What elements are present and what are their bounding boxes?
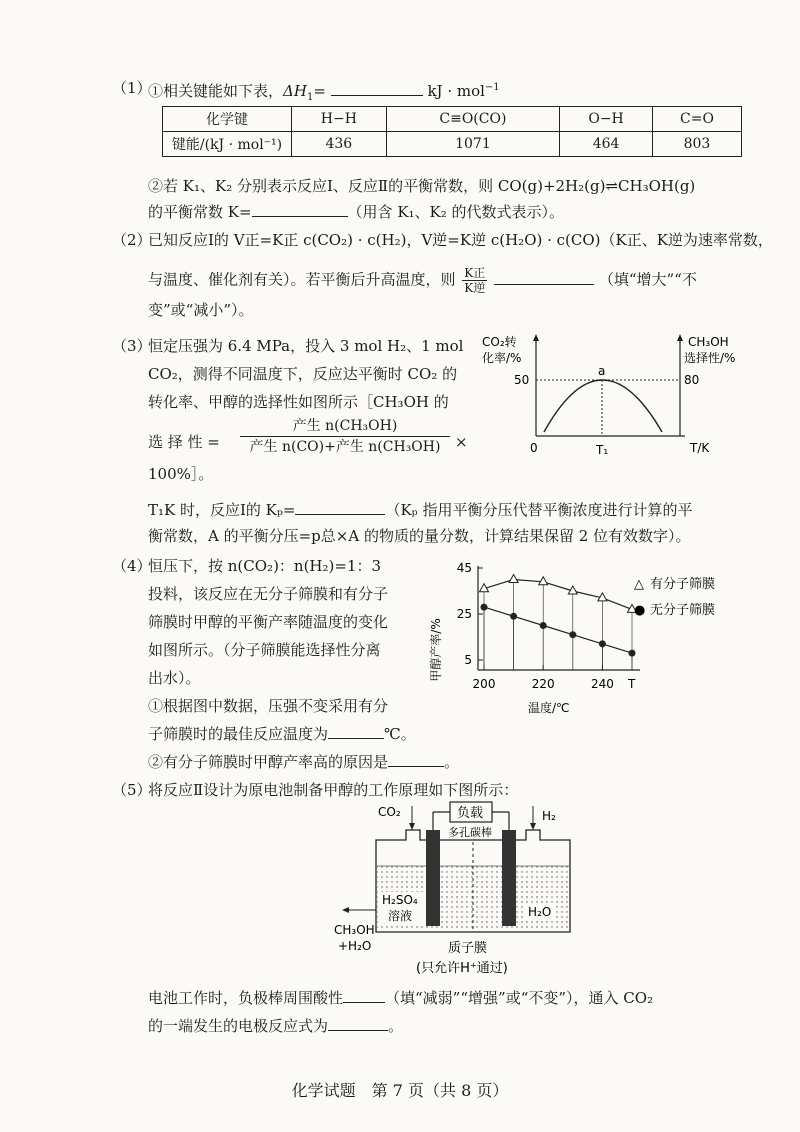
- q3-line-1: 恒定压强为 6.4 MPa，投入 3 mol H₂、1 mol: [148, 337, 464, 355]
- outlet-label-1: CH₃OH: [334, 923, 375, 937]
- q3-kp-a: T₁K 时，反应Ⅰ的 Kₚ=: [148, 501, 296, 519]
- chart3-tick-80: 80: [684, 373, 700, 387]
- q1-line3: [148, 202, 564, 222]
- q5-line2-a: 电池工作时，负极棒周围酸性: [148, 989, 344, 1007]
- chart3-t1: T₁: [596, 443, 609, 457]
- bond-energy-table: [162, 106, 742, 157]
- q5-line3-b: 。: [388, 1017, 404, 1035]
- q1-unit-sup: −1: [484, 82, 500, 93]
- h2-arrow-head: [530, 823, 536, 830]
- q4-line-4: 如图所示。（分子筛膜能选择性分离: [148, 641, 381, 659]
- x-tick-label: 240: [590, 677, 614, 691]
- left-carbon-rod: [426, 830, 440, 926]
- q1-unit: kJ · mol: [427, 82, 485, 100]
- methanol-yield-chart: [418, 560, 758, 720]
- chart4-x-end-label: T: [628, 677, 636, 691]
- q3-line-pct: 100%］。: [148, 465, 214, 483]
- data-point-dot: [540, 622, 547, 629]
- chart4-legend-label-2: 无分子筛膜: [650, 603, 716, 618]
- table-cell: 1071: [386, 132, 559, 157]
- q5-line2-b: （填“减弱”“增强”或“不变”），通入 CO₂: [385, 989, 654, 1007]
- q4-line-7: [148, 724, 416, 744]
- q2-frac-num: K正: [464, 266, 486, 280]
- q3-kp-blank[interactable]: [295, 500, 385, 515]
- q1-label: （1）: [112, 79, 152, 97]
- q4-line7-text: 子筛膜时的最佳反应温度为: [148, 725, 329, 743]
- data-point-dot: [569, 631, 576, 638]
- table-row-label: 键能/(kJ · mol⁻¹): [163, 132, 292, 157]
- q2-line2-b: （填“增大”“不: [598, 270, 697, 289]
- q1-eq: =: [313, 82, 326, 100]
- q5-acidity-blank[interactable]: [343, 988, 385, 1003]
- q5-line3-a: 的一端发生的电极反应式为: [148, 1017, 329, 1035]
- q1-k-blank[interactable]: [252, 202, 348, 217]
- q3-line-3: 转化率、甲醇的选择性如图所示［CH₃OH 的: [148, 393, 449, 411]
- table-header-cell: H−H: [292, 107, 387, 132]
- chart4-ticks: [457, 561, 614, 691]
- q1-answer-blank[interactable]: [331, 81, 423, 96]
- q3-selectivity-label: 选 择 性 =: [148, 433, 220, 451]
- membrane-note: (只允许H⁺通过): [416, 961, 508, 976]
- series-line-1: [484, 580, 632, 610]
- q2-fraction: [462, 266, 487, 295]
- table-header-cell: O−H: [560, 107, 653, 132]
- data-point-triangle: [509, 575, 518, 583]
- q4-line-3: 筛膜时甲醇的平衡产率随温度的变化: [148, 613, 389, 631]
- q3-kp-line: [148, 500, 692, 520]
- q1-line3-a: 的平衡常数 K=: [148, 203, 252, 221]
- data-point-dot: [510, 613, 517, 620]
- h2o-label: H₂O: [528, 905, 552, 919]
- q4-reason-a: ②有分子筛膜时甲醇产率高的原因是: [148, 753, 389, 771]
- q4-temp-unit: ℃。: [384, 725, 416, 743]
- table-header-cell: 化学键: [163, 107, 292, 132]
- chart4-y-label: 甲醇产率/%: [429, 618, 443, 682]
- q1-line3-b: （用含 K₁、K₂ 的代数式表示）。: [347, 203, 565, 221]
- load-label: 负载: [457, 806, 484, 821]
- x-tick-label: 220: [531, 677, 555, 691]
- y-tick-label: 45: [456, 561, 472, 575]
- q3-sel-den: 产生 n(CO)+产生 n(CH₃OH): [249, 439, 441, 455]
- rod-label: 多孔碳棒: [448, 826, 492, 839]
- q2-line3: 变”或“减小”）。: [148, 301, 254, 319]
- q2-answer-blank[interactable]: [494, 270, 594, 285]
- q4-line-6: ①根据图中数据，压强不变采用有分: [148, 697, 389, 715]
- q4-line-reason: [148, 752, 459, 772]
- q5-line-2: [148, 988, 653, 1008]
- chart3-right-arrow: [677, 334, 683, 341]
- page-footer: 化学试题 第 7 页（共 8 页）: [291, 1081, 509, 1100]
- outlet-label-2: +H₂O: [338, 939, 372, 953]
- solution-label: 溶液: [388, 909, 413, 923]
- x-tick-label: 200: [472, 677, 496, 691]
- q4-label: （4）: [112, 557, 152, 575]
- co2-arrow-head: [409, 823, 415, 830]
- q1-text-a: ①相关键能如下表，: [148, 82, 284, 100]
- chart3-y-left-label-1: CO₂转: [482, 335, 517, 349]
- table-cell: 803: [652, 132, 741, 157]
- y-tick-label: 5: [464, 653, 472, 667]
- data-point-triangle: [539, 577, 548, 585]
- q5-line-1: 将反应Ⅱ设计为原电池制备甲醇的工作原理如下图所示：: [148, 781, 519, 799]
- right-carbon-rod: [502, 830, 516, 926]
- chart3-y-right-label-1: CH₃OH: [688, 335, 729, 349]
- data-point-dot: [599, 640, 606, 647]
- q1-line1: [148, 78, 500, 108]
- membrane-label: 质子膜: [448, 941, 488, 956]
- q4-line-2: 投料，该反应在无分子筛膜和有分子: [148, 585, 389, 603]
- data-point-dot: [629, 650, 636, 657]
- q3-kp-b: （Kₚ 指用平衡分压代替平衡浓度进行计算的平: [385, 501, 693, 519]
- h2so4-label: H₂SO₄: [382, 893, 418, 907]
- q3-label: （3）: [112, 337, 152, 355]
- q4-reason-b: 。: [444, 753, 460, 771]
- q2-line1: 已知反应Ⅰ的 V正=K正 c(CO₂) · c(H₂)，V逆=K逆 c(H₂O) · c(CO)（K正、K逆为速率常数，: [148, 231, 773, 249]
- table-header-cell: C=O: [652, 107, 741, 132]
- chart4-x-label: 温度/℃: [528, 701, 570, 715]
- y-tick-label: 25: [456, 607, 472, 621]
- h2-label: H₂: [542, 809, 556, 823]
- chart3-y-right-label-2: 选择性/%: [684, 351, 736, 365]
- q4-line-5: 出水）。: [148, 669, 201, 687]
- outlet-arrow-head: [342, 907, 349, 913]
- q2-frac-den: K逆: [464, 281, 486, 295]
- q3-sel-num: 产生 n(CH₃OH): [240, 416, 450, 437]
- data-point-dot: [481, 604, 488, 611]
- chart3-origin: 0: [530, 441, 538, 455]
- chart4-legend-symbol-1: △: [634, 577, 644, 592]
- chart3-curve: [544, 380, 662, 432]
- table-header-cell: C≡O(CO): [386, 107, 559, 132]
- q1-dh-sub: 1: [306, 92, 314, 103]
- chart4-legend-symbol-2: ●: [634, 603, 646, 618]
- series-line-2: [484, 607, 632, 653]
- chart4-legend-label-1: 有分子筛膜: [650, 577, 716, 592]
- chart3-left-arrow: [533, 334, 539, 341]
- q3-line-2: CO₂，测得不同温度下，反应达平衡时 CO₂ 的: [148, 365, 458, 383]
- chart3-x-label: T/K: [690, 441, 710, 455]
- table-cell: 436: [292, 132, 387, 157]
- table-header-row: [163, 107, 742, 132]
- q1-line2: ②若 K₁、K₂ 分别表示反应Ⅰ、反应Ⅱ的平衡常数，则 CO(g)+2H₂(g)⇌CH₃OH(g): [148, 177, 696, 195]
- chart4-series: [480, 575, 637, 671]
- chart3-tick-50: 50: [514, 373, 530, 387]
- q2-line2: [148, 266, 697, 295]
- q2-label: （2）: [112, 231, 152, 249]
- table-cell: 464: [560, 132, 653, 157]
- q2-line2-a: 与温度、催化剂有关）。若平衡后升高温度，则: [148, 270, 456, 289]
- table-row: [163, 132, 742, 157]
- chart3-y-left-label-2: 化率/%: [482, 351, 522, 365]
- fuel-cell-diagram: [330, 800, 600, 982]
- conversion-selectivity-chart: [480, 332, 760, 464]
- q5-electrode-blank[interactable]: [328, 1016, 388, 1031]
- q5-line-3: [148, 1016, 403, 1036]
- chart3-point-a: a: [598, 364, 606, 378]
- q1-dh: ΔH: [283, 82, 307, 100]
- q3-selectivity-fraction: [240, 416, 450, 457]
- q3-kp-line-2: 衡常数，A 的平衡分压=p总×A 的物质的量分数，计算结果保留 2 位有效数字）。: [148, 527, 691, 545]
- q5-label: （5）: [112, 781, 152, 799]
- q4-temp-blank[interactable]: [328, 724, 384, 739]
- co2-label: CO₂: [378, 805, 401, 819]
- q3-sel-times: ×: [455, 433, 468, 451]
- q4-reason-blank[interactable]: [388, 752, 444, 767]
- q4-line-1: 恒压下，按 n(CO₂)：n(H₂)=1：3: [148, 557, 382, 575]
